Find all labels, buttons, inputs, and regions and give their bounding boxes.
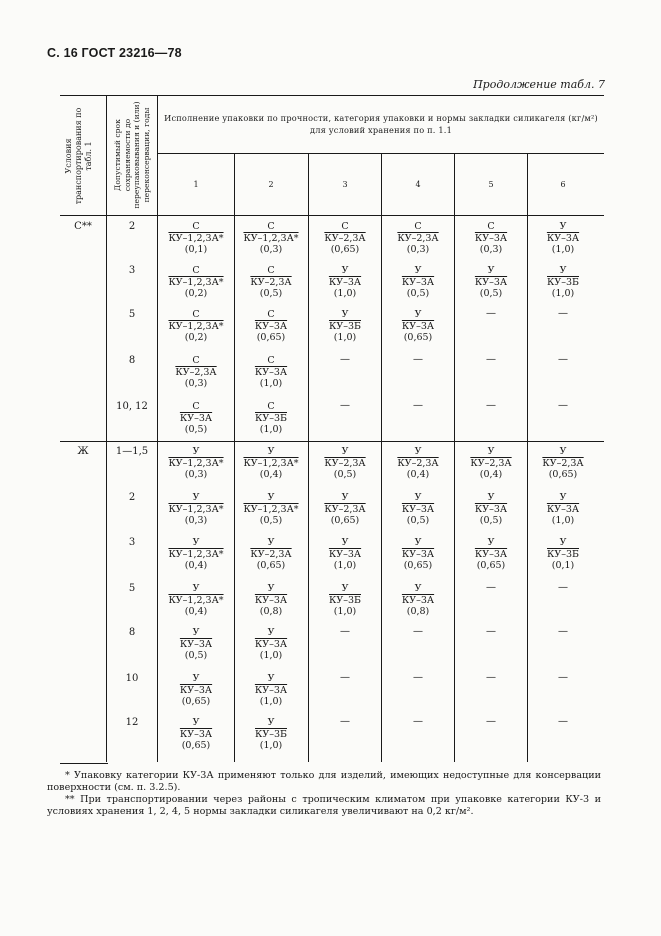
package-category: КУ–1,2,3А* [168, 320, 224, 332]
storage-term: 2 [128, 221, 136, 232]
storage-term: 3 [128, 537, 136, 548]
packaging-cell [309, 583, 381, 618]
strength-class: У [267, 673, 275, 684]
storage-term: 8 [128, 627, 136, 638]
empty-cell-dash: — [486, 308, 496, 319]
package-category: КУ–3А [474, 232, 508, 244]
strength-class: У [559, 265, 567, 276]
silica-gel-norm: (1,0) [551, 244, 575, 255]
silica-gel-norm: (0,5) [406, 515, 430, 526]
package-category: КУ–1,2,3А* [243, 503, 299, 515]
package-category: КУ–3Б [547, 276, 579, 288]
strength-class: У [559, 492, 567, 503]
packaging-cell [235, 627, 307, 662]
silica-gel-norm: (0,5) [259, 515, 283, 526]
silica-gel-norm: (0,3) [184, 515, 208, 526]
package-category: КУ–2,3А [397, 457, 439, 469]
packaging-cell [235, 537, 307, 572]
package-category: КУ–3А [328, 548, 362, 560]
package-category: КУ–3А [179, 412, 213, 424]
strength-class: У [559, 221, 567, 232]
packaging-cell [309, 537, 381, 572]
packaging-cell [382, 583, 454, 618]
silica-gel-norm: (0,5) [184, 650, 208, 661]
silica-gel-norm: (0,65) [403, 332, 433, 343]
packaging-cell [527, 537, 599, 572]
packaging-cell [235, 309, 307, 344]
package-category: КУ–2,3А [324, 232, 366, 244]
empty-cell-dash: — [340, 716, 350, 727]
strength-class: У [192, 627, 200, 638]
col-divider [106, 95, 107, 762]
package-category: КУ–3Б [329, 320, 361, 332]
header-bottom-rule [60, 215, 604, 216]
empty-cell-dash: — [486, 354, 496, 365]
strength-class: У [487, 265, 495, 276]
column-number: 4 [415, 180, 421, 189]
strength-class: У [414, 446, 422, 457]
package-category: КУ–3А [179, 638, 213, 650]
package-category: КУ–3А [401, 594, 435, 606]
silica-gel-norm: (0,4) [479, 469, 503, 480]
strength-class: У [414, 583, 422, 594]
package-category: КУ–3А [474, 276, 508, 288]
silica-gel-norm: (0,2) [184, 288, 208, 299]
strength-class: У [341, 446, 349, 457]
strength-class: У [559, 446, 567, 457]
table-continuation-label: Продолжение табл. 7 [473, 78, 605, 91]
packaging-cell [455, 221, 527, 256]
packaging-cell [160, 537, 232, 572]
strength-class: С [192, 401, 200, 412]
silica-gel-norm: (0,5) [406, 288, 430, 299]
packaging-cell [382, 265, 454, 300]
silica-gel-norm: (0,5) [333, 469, 357, 480]
silica-gel-norm: (0,65) [403, 560, 433, 571]
silica-gel-norm: (0,1) [184, 244, 208, 255]
silica-gel-norm: (1,0) [333, 560, 357, 571]
packaging-cell [235, 401, 307, 436]
empty-cell-dash: — [486, 626, 496, 637]
strength-class: У [414, 537, 422, 548]
strength-class: У [267, 537, 275, 548]
silica-gel-norm: (1,0) [333, 288, 357, 299]
packaging-cell [382, 537, 454, 572]
footnote-rule [60, 763, 108, 764]
silica-gel-norm: (1,0) [333, 606, 357, 617]
storage-term: 12 [125, 717, 139, 728]
packaging-cell [382, 492, 454, 527]
packaging-cell [309, 446, 381, 481]
empty-cell-dash: — [486, 582, 496, 593]
package-category: КУ–3Б [547, 548, 579, 560]
package-category: КУ–1,2,3А* [168, 457, 224, 469]
strength-class: С [414, 221, 422, 232]
strength-class: У [414, 492, 422, 503]
strength-class: С [267, 221, 275, 232]
storage-term: 2 [128, 492, 136, 503]
strength-class: С [267, 401, 275, 412]
packaging-cell [160, 492, 232, 527]
strength-class: С [487, 221, 495, 232]
packaging-cell [527, 221, 599, 256]
package-category: КУ–1,2,3А* [168, 232, 224, 244]
empty-cell-dash: — [340, 672, 350, 683]
package-category: КУ–3А [401, 276, 435, 288]
strength-class: У [341, 583, 349, 594]
silica-gel-norm: (0,3) [184, 378, 208, 389]
header-conditions: Условия транспортирования по табл. 1 [64, 107, 93, 205]
silica-gel-norm: (0,4) [406, 469, 430, 480]
strength-class: У [341, 309, 349, 320]
column-number: 3 [342, 180, 348, 189]
storage-term: 10 [125, 673, 139, 684]
package-category: КУ–2,3А [324, 457, 366, 469]
packaging-cell [235, 492, 307, 527]
silica-gel-norm: (1,0) [333, 332, 357, 343]
package-category: КУ–3Б [255, 412, 287, 424]
empty-cell-dash: — [340, 626, 350, 637]
strength-class: У [559, 537, 567, 548]
strength-class: У [192, 492, 200, 503]
silica-gel-norm: (0,2) [184, 332, 208, 343]
package-category: КУ–2,3А [324, 503, 366, 515]
strength-class: С [192, 355, 200, 366]
package-category: КУ–3А [328, 276, 362, 288]
packaging-cell [455, 537, 527, 572]
empty-cell-dash: — [340, 400, 350, 411]
storage-term: 5 [128, 583, 136, 594]
silica-gel-norm: (0,65) [181, 740, 211, 751]
package-category: КУ–3А [254, 594, 288, 606]
strength-class: С [267, 265, 275, 276]
strength-class: У [487, 492, 495, 503]
strength-class: У [192, 583, 200, 594]
packaging-cell [235, 673, 307, 708]
packaging-cell [160, 401, 232, 436]
column-number: 5 [488, 180, 494, 189]
footnote-1: * Упаковку категории КУ-3А применяют только для изделий, имеющих недоступные для консервации поверхности (см. п. 3.2.5). [47, 770, 601, 793]
empty-cell-dash: — [413, 716, 423, 727]
packaging-cell [455, 265, 527, 300]
package-category: КУ–2,3А [175, 366, 217, 378]
silica-gel-norm: (0,65) [181, 696, 211, 707]
silica-gel-norm: (1,0) [259, 740, 283, 751]
empty-cell-dash: — [558, 354, 568, 365]
package-category: КУ–3Б [255, 728, 287, 740]
strength-class: У [192, 446, 200, 457]
package-category: КУ–3А [401, 548, 435, 560]
strength-class: У [414, 309, 422, 320]
package-category: КУ–2,3А [397, 232, 439, 244]
packaging-cell [235, 717, 307, 752]
packaging-cell [235, 265, 307, 300]
package-category: КУ–1,2,3А* [168, 594, 224, 606]
package-category: КУ–3А [546, 503, 580, 515]
packaging-cell [309, 265, 381, 300]
packaging-cell [160, 355, 232, 390]
packaging-cell [455, 492, 527, 527]
silica-gel-norm: (1,0) [551, 288, 575, 299]
header-packaging-group: Исполнение упаковки по прочности, категория упаковки и нормы закладки силикагеля (кг/м²) для условий хранения по п. 1.1 [164, 113, 598, 135]
package-category: КУ–3А [179, 684, 213, 696]
storage-term: 3 [128, 265, 136, 276]
strength-class: У [414, 265, 422, 276]
package-category: КУ–3А [254, 638, 288, 650]
strength-class: С [192, 221, 200, 232]
package-category: КУ–3А [254, 684, 288, 696]
packaging-cell [160, 446, 232, 481]
silica-gel-norm: (0,1) [551, 560, 575, 571]
column-number: 2 [268, 180, 274, 189]
packaging-cell [160, 309, 232, 344]
empty-cell-dash: — [558, 672, 568, 683]
packaging-cell [382, 221, 454, 256]
silica-gel-norm: (1,0) [259, 424, 283, 435]
packaging-cell [160, 673, 232, 708]
package-category: КУ–3А [474, 548, 508, 560]
strength-class: У [192, 717, 200, 728]
strength-class: У [341, 492, 349, 503]
silica-gel-norm: (0,65) [476, 560, 506, 571]
packaging-cell [235, 355, 307, 390]
silica-gel-norm: (0,3) [259, 244, 283, 255]
package-category: КУ–3А [474, 503, 508, 515]
packaging-cell [235, 221, 307, 256]
silica-gel-norm: (0,4) [184, 606, 208, 617]
silica-gel-norm: (0,5) [259, 288, 283, 299]
package-category: КУ–2,3А [250, 276, 292, 288]
silica-gel-norm: (0,4) [259, 469, 283, 480]
package-category: КУ–1,2,3А* [243, 232, 299, 244]
empty-cell-dash: — [558, 400, 568, 411]
silica-gel-norm: (0,5) [479, 515, 503, 526]
storage-term: 1—1,5 [115, 446, 149, 457]
packaging-cell [309, 221, 381, 256]
footnote-2: ** При транспортировании через районы с тропическим климатом при упаковке категории КУ-3 и условиях хранения 1, 2, 4, 5 нормы закладки силикагеля увеличивают на 0,2 кг/м². [47, 794, 601, 817]
packaging-cell [382, 446, 454, 481]
silica-gel-norm: (0,65) [256, 560, 286, 571]
empty-cell-dash: — [413, 626, 423, 637]
strength-class: С [267, 309, 275, 320]
silica-gel-norm: (0,3) [406, 244, 430, 255]
strength-class: С [192, 265, 200, 276]
empty-cell-dash: — [558, 626, 568, 637]
transport-condition: С** [74, 221, 92, 232]
silica-gel-norm: (0,4) [184, 560, 208, 571]
strength-class: У [487, 537, 495, 548]
storage-term: 8 [128, 355, 136, 366]
empty-cell-dash: — [340, 354, 350, 365]
silica-gel-norm: (0,65) [330, 515, 360, 526]
packaging-cell [160, 627, 232, 662]
strength-class: С [267, 355, 275, 366]
package-category: КУ–3А [254, 366, 288, 378]
packaging-cell [527, 492, 599, 527]
package-category: КУ–3А [546, 232, 580, 244]
strength-class: У [341, 265, 349, 276]
silica-gel-norm: (0,3) [184, 469, 208, 480]
package-category: КУ–1,2,3А* [168, 276, 224, 288]
silica-gel-norm: (0,5) [184, 424, 208, 435]
empty-cell-dash: — [486, 716, 496, 727]
packaging-cell [160, 583, 232, 618]
table-top-rule [60, 95, 604, 96]
empty-cell-dash: — [558, 716, 568, 727]
package-category: КУ–2,3А [470, 457, 512, 469]
packaging-cell [382, 309, 454, 344]
transport-condition: Ж [77, 446, 89, 457]
silica-gel-norm: (0,65) [330, 244, 360, 255]
packaging-cell [160, 265, 232, 300]
packaging-cell [309, 492, 381, 527]
packaging-cell [309, 309, 381, 344]
silica-gel-norm: (0,5) [479, 288, 503, 299]
strength-class: С [341, 221, 349, 232]
package-category: КУ–1,2,3А* [168, 503, 224, 515]
strength-class: С [192, 309, 200, 320]
packaging-cell [160, 221, 232, 256]
strength-class: У [267, 627, 275, 638]
package-category: КУ–3А [254, 320, 288, 332]
storage-term: 5 [128, 309, 136, 320]
silica-gel-norm: (1,0) [259, 378, 283, 389]
silica-gel-norm: (0,8) [259, 606, 283, 617]
silica-gel-norm: (0,3) [479, 244, 503, 255]
empty-cell-dash: — [486, 400, 496, 411]
column-number: 1 [193, 180, 199, 189]
silica-gel-norm: (1,0) [259, 696, 283, 707]
package-category: КУ–1,2,3А* [168, 548, 224, 560]
column-number: 6 [560, 180, 566, 189]
silica-gel-norm: (0,65) [256, 332, 286, 343]
empty-cell-dash: — [413, 354, 423, 365]
package-category: КУ–3Б [329, 594, 361, 606]
col-divider [157, 95, 158, 762]
packaging-cell [160, 717, 232, 752]
empty-cell-dash: — [558, 582, 568, 593]
strength-class: У [267, 717, 275, 728]
strength-class: У [267, 446, 275, 457]
packaging-cell [527, 265, 599, 300]
empty-cell-dash: — [413, 400, 423, 411]
package-category: КУ–3А [401, 503, 435, 515]
strength-class: У [267, 583, 275, 594]
strength-class: У [192, 673, 200, 684]
package-category: КУ–2,3А [250, 548, 292, 560]
package-category: КУ–2,3А [542, 457, 584, 469]
storage-term: 10, 12 [116, 401, 148, 412]
strength-class: У [192, 537, 200, 548]
packaging-cell [527, 446, 599, 481]
page-header: С. 16 ГОСТ 23216—78 [47, 46, 182, 60]
packaging-cell [235, 446, 307, 481]
silica-gel-norm: (1,0) [259, 650, 283, 661]
silica-gel-norm: (0,8) [406, 606, 430, 617]
strength-class: У [267, 492, 275, 503]
packaging-cell [455, 446, 527, 481]
empty-cell-dash: — [413, 672, 423, 683]
strength-class: У [487, 446, 495, 457]
empty-cell-dash: — [486, 672, 496, 683]
header-storage-term: Допустимый срок сохраняемости до переупаковывания и (или) переконсервации, годы [113, 101, 151, 209]
strength-class: У [341, 537, 349, 548]
silica-gel-norm: (0,65) [548, 469, 578, 480]
group-separator-rule [60, 441, 604, 442]
package-category: КУ–3А [401, 320, 435, 332]
silica-gel-norm: (1,0) [551, 515, 575, 526]
package-category: КУ–1,2,3А* [243, 457, 299, 469]
packaging-cell [235, 583, 307, 618]
empty-cell-dash: — [558, 308, 568, 319]
package-category: КУ–3А [179, 728, 213, 740]
